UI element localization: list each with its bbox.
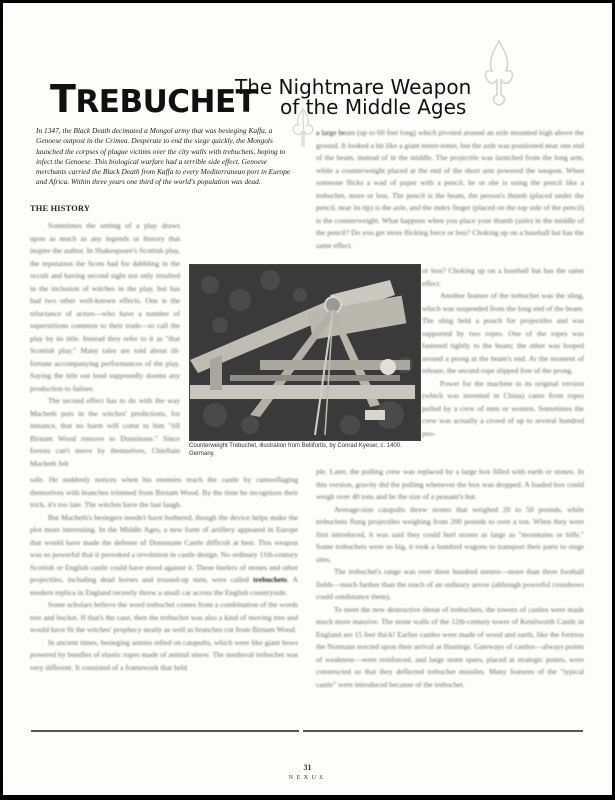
section-heading: THE HISTORY xyxy=(30,204,91,213)
paragraph xyxy=(316,127,584,252)
paragraph: ple. Later, the pulling crew was replaced by a large box filled with earth or stones. In this version, gravity did the pulling whenever the box was dropped. A loaded box could weigh over 40 tons and be the size of a peasant's hut. xyxy=(316,467,584,501)
title-initial: T xyxy=(50,77,76,121)
subtitle-line-2: of the Middle Ages xyxy=(280,95,467,119)
paragraph: The second effect has to do with the way Macbeth puts in the witches' predictions, for instance, that no harm will come to him "till Birnam Wood remove to Dunsinane." Since forests can't move by themselves, Chieftain Macbeth felt xyxy=(30,396,180,468)
paragraph: To meet the new destructive threat of trebuchets, the towers of castles were made much more massive. The stone walls of the 12th-century tower of Kenilworth Castle in England are 15 feet thick! Earlier castles were made of wood and earth, like the fortress the Normans erected upon their arrival at Hastings. Gateways of castles—always points of weakness—were reinforced, and large stone spurs, placed at strategic points, were constructed so that they deflected trebuchet missiles. Many features of the "typical castle" were introduced because of the trebuchet. xyxy=(316,604,584,689)
paragraph: The trebuchet's range was over three hundred meters—more than three football fields—much farther than the reach of an ordinary arrow (although powerful crossbows could outdistance them). xyxy=(316,567,584,601)
paragraph: Sometimes the setting of a play draws upon as much as any legends or history that inspire the author. In Shakespeare's Scottish play, the reputation the Scots had for dabbling in the occult and having second sight not only resulted in the inclusion of witches in the play, but has had two other well-known effects. One is the reluctance of actors—who have a number of superstitions common to their trade—to call the play by its title. Instead they refer to it as "that Scottish play." Many tales are told about ill-fortune accompanying performances of the play. Saying the title out loud supposedly dooms any production to failure. xyxy=(30,221,180,393)
article-header xyxy=(50,75,590,125)
paragraph: Average-size catapults threw stones that weighed 20 to 50 pounds, while trebuchets flung projectiles weighing from 200 pounds to over a ton. When they were first introduced, it was said they could hurl stones as large as "mountains or hills." Some trebuchets were so big, it took a hundred wagons to transport their parts to siege sites. xyxy=(316,504,584,564)
lead-words: a large be xyxy=(316,128,346,137)
trebuchet-drawing-icon xyxy=(190,265,420,440)
magazine-name: NEXUS xyxy=(288,775,327,781)
bottom-rule-left xyxy=(31,730,299,732)
paragraph: Some scholars believe the word trebuchet comes from a combination of the words tree and bucket. If that's the case, then the trebuchet was also a kind of moving tree and would have fit the witches' prophecy neatly as well as branches cut from Birnam Wood. xyxy=(30,600,298,634)
title-rest: REBUCHET xyxy=(75,84,257,120)
paragraph-text: . A modern replica in England recently threw a small car across the English countryside. xyxy=(30,575,298,597)
figure-caption: Counterweight Trebuchet, illustration from Bellifortis, by Conrad Kyeser, c. 1400. Germany. xyxy=(189,443,402,457)
paragraph: or less? Choking up on a baseball bat has the same effect. xyxy=(422,266,584,288)
page-number: 31 xyxy=(303,763,312,772)
paragraph: safe. He suddenly notices when his enemies reach the castle by camouflaging themselves with branches trimmed from Birnam Wood. By the time he recognizes their trick, it's too late. The witches have the last laugh. xyxy=(30,475,298,509)
article-subtitle xyxy=(235,77,475,117)
intro-paragraph: In 1347, the Black Death decimated a Mongol army that was besieging Kaffa, a Genoese outpost in the Crimea. Desperate to end the siege quickly, the Mongols launched the corpses of plague victims over the city walls with trebuchets, hoping to infect the Genoese. This biological warfare had a terrible side effect. Genoese merchants carried the Black Death from Kaffa to every Mediterranean port in Europe and Africa. Within three years one third of the world's population was dead. xyxy=(36,126,291,187)
paragraph: Power for the machine in its original version (which was invented in China) came from ropes pulled by a crew of men or women. Sometimes the crew was actually a crowd of up to several hundred peo- xyxy=(422,378,584,438)
paragraph: Another feature of the trebuchet was the sling, which was suspended from the long end of the beam. The sling held a pouch for projectiles and was supported by two ropes. One of the ropes was fastened tightly to the beam; the other was looped around a prong at the beam's end. At the moment of release, the second rope slipped free of the prong. xyxy=(422,291,584,375)
paragraph-text: But Macbeth's besiegers needn't have bothered, though the device helps make the plot more interesting. In the Middle Ages, a new form of artillery appeared in Europe that would have made the defense of Dunsinane Castle difficult at best. This weapon was so powerful that it provoked a revolution in castle design. No ordinary 11th-century Scottish or English castle could have stood against it. These hurlers of stones and other projectiles, including dead horses and trussed-up men, were called xyxy=(30,512,298,584)
column-right-bottom xyxy=(316,466,584,691)
bold-term: trebuchets xyxy=(252,575,287,584)
bottom-rule-right xyxy=(303,730,583,732)
paragraph-text: am (up to 60 feet long) which pivoted around an axle mounted high above the ground. It looked a bit like a giant teeter-totter, but the axle was positioned near one end of the beam, instead of in the middle. The projectile was launched from the long arm, while a counterweight placed at the end of the short arm powered the weapon. When someone flicks a wad of paper with a pencil, he or she is using the pencil like a trebuchet, more or less. The pencil is the beam, the person's thumb (placed under the pencil, near its tip) is the axle, and the index finger (placed on the top side of the pencil) is the counterweight. What happens when you place your thumb (axle) in the middle of the pencil? Do you get more flicking force or less? Choking up on a baseball bat has the same effect. xyxy=(316,128,585,250)
article-title xyxy=(50,79,256,122)
column-right-top xyxy=(316,127,584,252)
column-right-middle xyxy=(422,265,584,440)
column-left-bottom xyxy=(30,474,298,674)
magazine-page xyxy=(3,3,612,795)
paragraph xyxy=(30,512,298,600)
column-left-top xyxy=(30,220,180,470)
subtitle-line-1: The Nightmare Weapon xyxy=(235,75,472,99)
paragraph: In ancient times, besieging armies relied on catapults, which were like giant bows powered by bundles of elastic ropes made of animal sinew. The medieval trebuchet was very different. It consisted of a framework that held xyxy=(30,637,298,672)
trebuchet-illustration xyxy=(189,264,421,441)
